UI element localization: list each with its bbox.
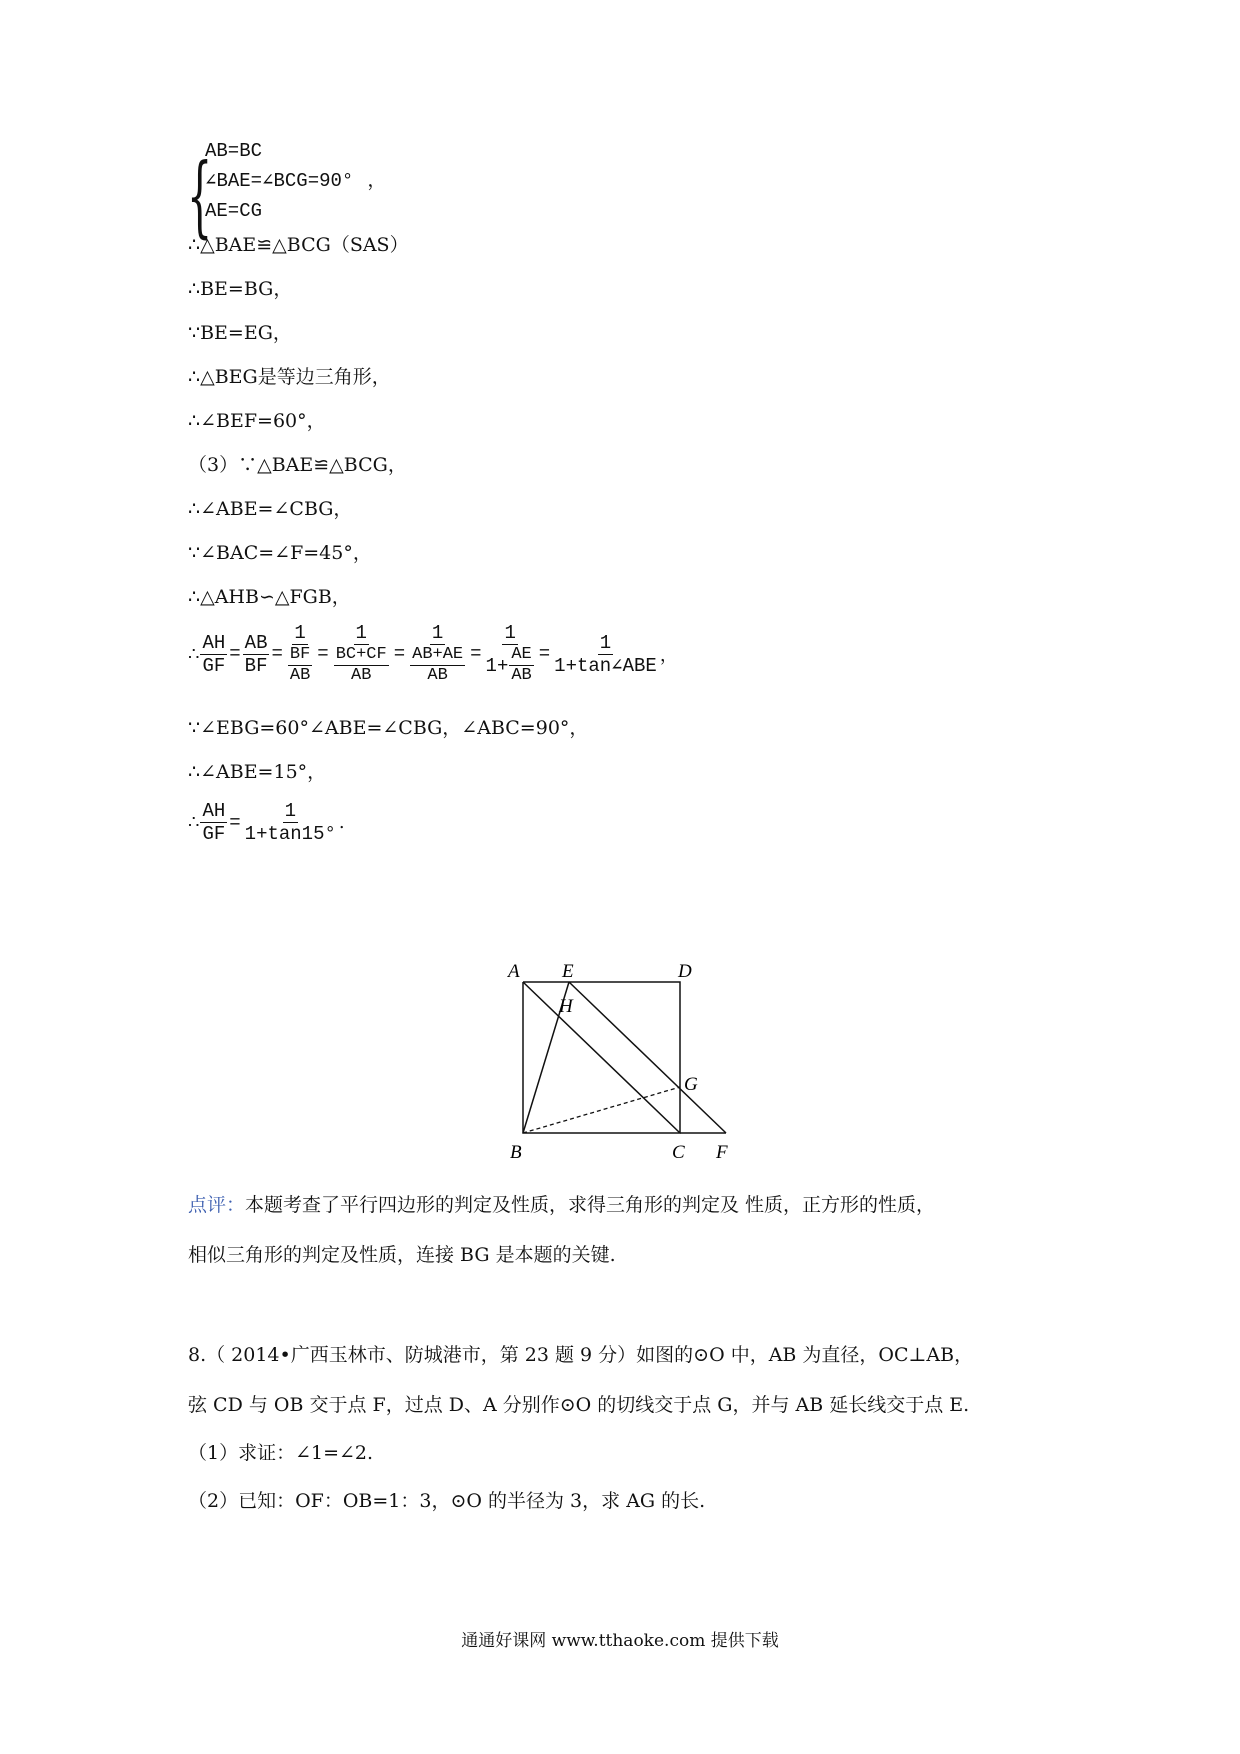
label-g: G bbox=[684, 1074, 698, 1095]
final-fraction bbox=[188, 800, 345, 845]
system-line-3: AE=CG bbox=[205, 200, 263, 222]
nested-fraction bbox=[509, 645, 533, 686]
fraction-denominator: 1+tan15° bbox=[244, 823, 336, 845]
fraction bbox=[331, 622, 392, 686]
fraction-numerator: 1 bbox=[504, 622, 516, 644]
comment-line-2: 相似三角形的判定及性质，连接 BG 是本题的关键. bbox=[188, 1244, 616, 1266]
system-comma: ， bbox=[367, 170, 387, 192]
fraction-numerator: BF bbox=[289, 645, 311, 664]
fraction-denominator: AB bbox=[427, 666, 448, 685]
fraction-numerator: AB+AE bbox=[412, 645, 464, 664]
system-line-1: AB=BC bbox=[205, 140, 263, 162]
fraction-numerator: AE bbox=[511, 645, 532, 664]
comment-label: 点评： bbox=[188, 1194, 246, 1216]
fraction-numerator: 1 bbox=[294, 622, 306, 644]
denominator-prefix: 1+ bbox=[485, 654, 509, 677]
fraction bbox=[407, 622, 468, 686]
fraction bbox=[200, 632, 227, 677]
fraction-numerator: 1 bbox=[355, 622, 367, 644]
fraction-numerator: AH bbox=[202, 631, 226, 654]
proof-line: ∵∠BAC=∠F=45°， bbox=[188, 542, 372, 564]
fraction-denominator bbox=[484, 645, 537, 686]
fraction-numerator: 1 bbox=[431, 622, 444, 644]
proof-line: ∴BE=BG， bbox=[188, 278, 293, 300]
label-d: D bbox=[678, 961, 692, 982]
proof-line: ∴△BEG是等边三角形， bbox=[188, 366, 391, 388]
problem-8-line: 弦 CD 与 OB 交于点 F，过点 D、A 分别作⊙O 的切线交于点 G，并与 AB 延长线交于点 E. bbox=[188, 1394, 970, 1416]
fraction-denominator: AB bbox=[351, 666, 372, 685]
label-b: B bbox=[510, 1142, 522, 1163]
label-a: A bbox=[508, 961, 520, 982]
fraction bbox=[484, 622, 537, 686]
proof-line: ∵∠EBG=60°∠ABE=∠CBG，∠ABC=90°， bbox=[188, 717, 589, 739]
therefore-symbol: ∴ bbox=[188, 812, 200, 833]
fraction bbox=[285, 622, 315, 686]
comment-line-1 bbox=[188, 1192, 935, 1218]
equals-sign: = bbox=[470, 643, 482, 665]
proof-line: ∴∠ABE=15°， bbox=[188, 761, 327, 783]
equals-sign: = bbox=[271, 643, 283, 665]
fraction-denominator bbox=[331, 645, 392, 686]
system-line-2-text: ∠BAE=∠BCG=90° bbox=[205, 170, 354, 192]
fraction-numerator: 1 bbox=[284, 800, 296, 822]
proof-line: ∴∠BEF=60°， bbox=[188, 410, 326, 432]
equals-sign: = bbox=[538, 643, 551, 665]
fraction-numerator: AB bbox=[244, 631, 268, 654]
end-punctuation: ， bbox=[659, 645, 678, 666]
nested-fraction bbox=[410, 645, 465, 686]
fraction-denominator: BF bbox=[244, 654, 268, 677]
proof-line: ∴△AHB∽△FGB， bbox=[188, 586, 351, 608]
end-punctuation: . bbox=[338, 812, 345, 833]
label-e: E bbox=[562, 961, 574, 982]
system-line-2 bbox=[205, 168, 386, 194]
comment-text: 本题考查了平行四边形的判定及性质，求得三角形的判定及 性质，正方形的性质， bbox=[245, 1194, 936, 1216]
fraction bbox=[552, 632, 659, 677]
problem-8-part: （2）已知：OF：OB=1：3，⊙O 的半径为 3，求 AG 的长. bbox=[188, 1490, 706, 1512]
therefore-symbol: ∴ bbox=[188, 643, 200, 665]
equals-sign: = bbox=[229, 811, 241, 834]
fraction-denominator: GF bbox=[202, 823, 226, 845]
fraction bbox=[243, 632, 270, 677]
problem-8-part: （1）求证：∠1=∠2. bbox=[188, 1442, 374, 1464]
proof-line: ∵BE=EG， bbox=[188, 322, 292, 344]
equals-sign: = bbox=[393, 643, 406, 665]
footer-source: 通通好课网 www.tthaoke.com 提供下载 bbox=[461, 1631, 779, 1651]
fraction-denominator bbox=[407, 645, 468, 686]
proof-line: （3）∵△BAE≌△BCG， bbox=[188, 454, 407, 476]
proof-line: ∴∠ABE=∠CBG， bbox=[188, 498, 353, 520]
fraction-numerator: AH bbox=[202, 800, 226, 822]
fraction bbox=[243, 800, 338, 845]
equals-sign: = bbox=[229, 643, 241, 665]
fraction-denominator: AB bbox=[511, 666, 532, 685]
fraction-denominator: GF bbox=[202, 654, 226, 677]
fraction-numerator: 1 bbox=[599, 631, 612, 654]
fraction bbox=[200, 800, 227, 845]
label-h: H bbox=[559, 996, 573, 1017]
proof-line: ∴△BAE≌△BCG（SAS） bbox=[188, 234, 409, 256]
fraction-denominator: 1+tan∠ABE bbox=[554, 654, 657, 677]
fraction-denominator bbox=[285, 645, 315, 686]
label-c: C bbox=[672, 1142, 685, 1163]
segment-ef bbox=[569, 982, 726, 1133]
equals-sign: = bbox=[317, 643, 329, 665]
fraction-denominator: AB bbox=[289, 666, 311, 685]
fraction-numerator: BC+CF bbox=[335, 645, 387, 664]
nested-fraction bbox=[334, 645, 389, 686]
nested-fraction bbox=[288, 645, 312, 686]
geometry-figure bbox=[500, 960, 760, 1175]
left-brace: { bbox=[187, 144, 213, 247]
fraction-chain bbox=[188, 622, 678, 686]
problem-8-line: 8.（ 2014•广西玉林市、防城港市，第 23 题 9 分）如图的⊙O 中，AB 为直径，OC⊥AB， bbox=[188, 1344, 974, 1366]
label-f: F bbox=[716, 1142, 728, 1163]
